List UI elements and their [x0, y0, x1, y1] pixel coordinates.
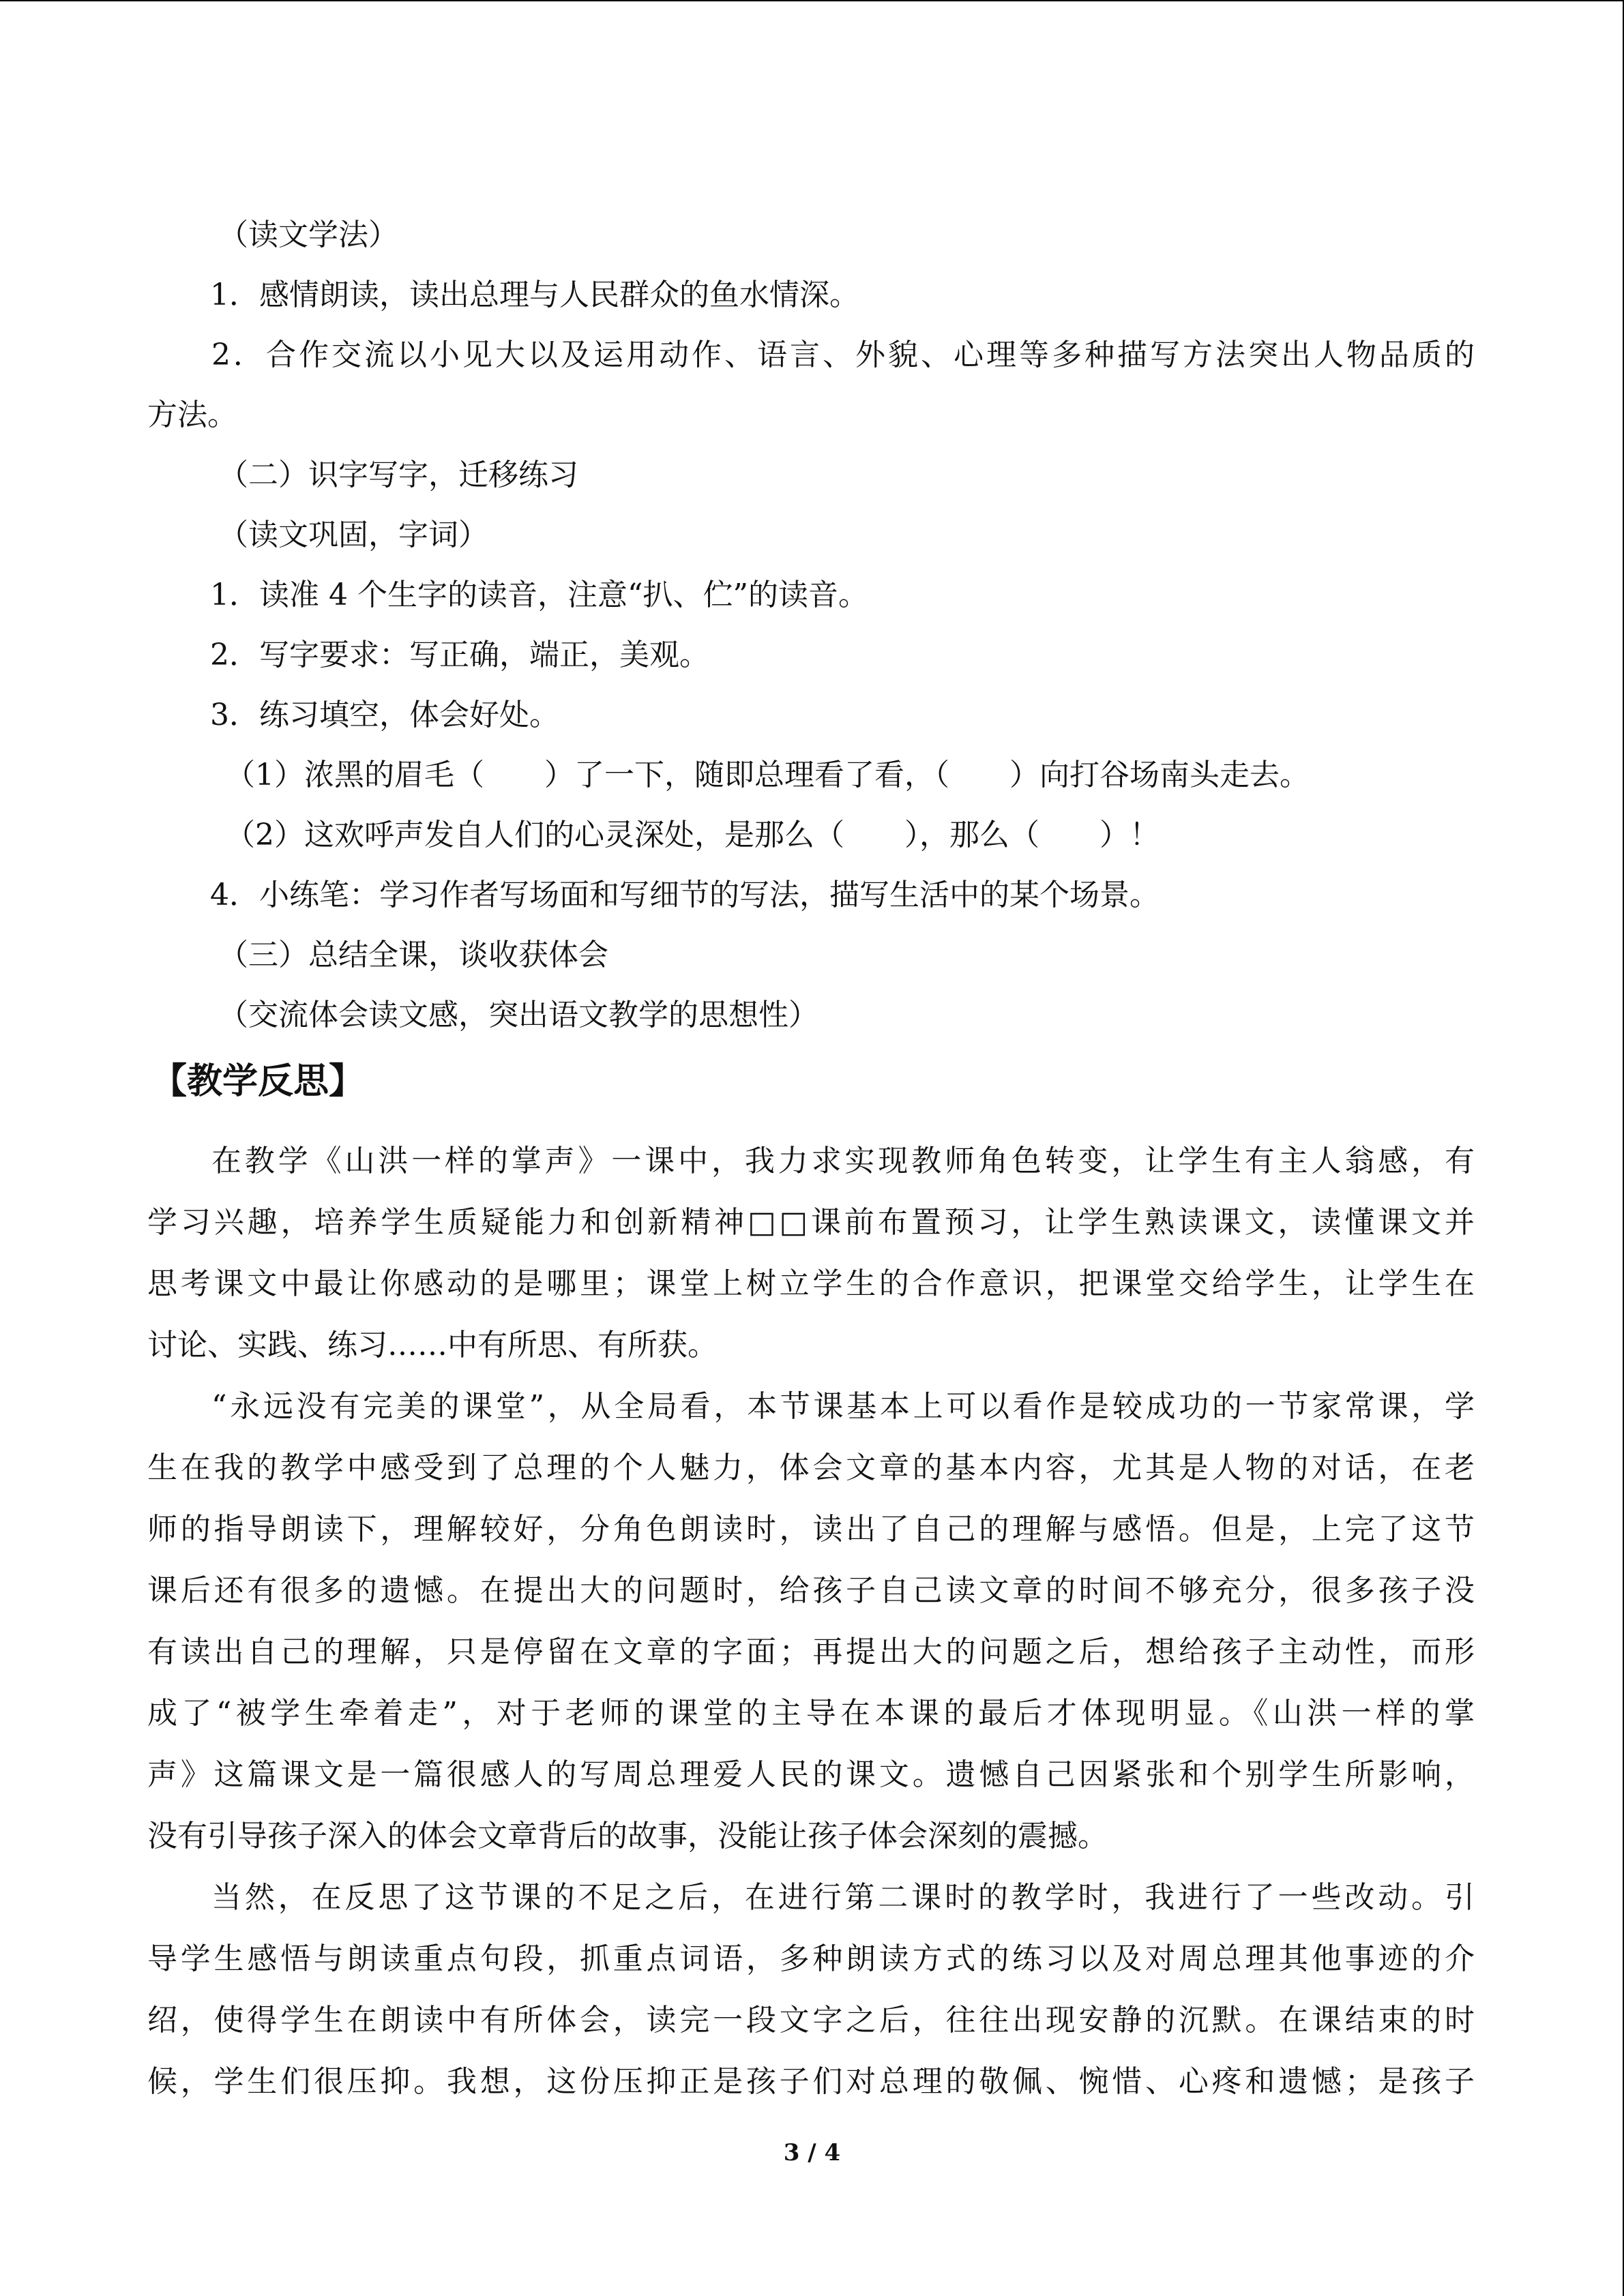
list-item: 2．合作交流以小见大以及运用动作、语言、外貌、心理等多种描写方法突出人物品质的: [211, 338, 1475, 372]
section-note: （交流体会读文感，突出语文教学的思想性）: [218, 998, 818, 1032]
list-item: 1．感情朗读，读出总理与人民群众的鱼水情深。: [210, 278, 859, 312]
list-item-continuation: 方法。: [147, 398, 237, 432]
paragraph-line: 声》这篇课文是一篇很感人的写周总理爱人民的课文。遗憾自己因紧张和个别学生所影响，: [147, 1757, 1475, 1792]
paragraph-line: 生在我的教学中感受到了总理的个人魅力，体会文章的基本内容，尤其是人物的对话，在老: [147, 1450, 1475, 1485]
paragraph-line: 导学生感悟与朗读重点句段，抓重点词语，多种朗读方式的练习以及对周总理其他事迹的介: [147, 1941, 1475, 1976]
page-number: 3 / 4: [783, 2139, 841, 2166]
paragraph-line: 候，学生们很压抑。我想，这份压抑正是孩子们对总理的敬佩、惋惜、心疼和遗憾；是孩子: [147, 2064, 1475, 2099]
section-heading: （三）总结全课，谈收获体会: [218, 938, 608, 972]
paragraph-line: 讨论、实践、练习……中有所思、有所获。: [147, 1328, 718, 1362]
paragraph-line: 课后还有很多的遗憾。在提出大的问题时，给孩子自己读文章的时间不够充分，很多孩子没: [147, 1573, 1475, 1608]
list-item: 4．小练笔：学习作者写场面和写细节的写法，描写生活中的某个场景。: [210, 878, 1160, 912]
paragraph-line: 学习兴趣，培养学生质疑能力和创新精神□□课前布置预习，让学生熟读课文，读懂课文并: [147, 1205, 1475, 1240]
paragraph-line: 思考课文中最让你感动的是哪里；课堂上树立学生的合作意识，把课堂交给学生，让学生在: [147, 1266, 1475, 1301]
teaching-reflection-heading: 【教学反思】: [151, 1061, 365, 1102]
list-item: 2．写字要求：写正确，端正，美观。: [210, 638, 709, 672]
list-item: 3．练习填空，体会好处。: [210, 698, 559, 732]
list-item: 1．读准 4 个生字的读音，注意“扒、伫”的读音。: [210, 578, 868, 612]
paragraph-line: 没有引导孩子深入的体会文章背后的故事，没能让孩子体会深刻的震撼。: [147, 1819, 1108, 1853]
paragraph-line: “永远没有完美的课堂”，从全局看，本节课基本上可以看作是较成功的一节家常课，学: [211, 1389, 1475, 1424]
section-label-consolidate: （读文巩固，字词）: [218, 518, 488, 552]
paragraph-line: 当然，在反思了这节课的不足之后，在进行第二课时的教学时，我进行了一些改动。引: [211, 1880, 1475, 1915]
exercise-item: （2）这欢呼声发自人们的心灵深处，是那么（ ），那么（ ）！: [225, 818, 1160, 852]
exercise-item: （1）浓黑的眉毛（ ）了一下，随即总理看了看，（ ）向打谷场南头走去。: [225, 758, 1310, 792]
paragraph-line: 成了“被学生牵着走”，对于老师的课堂的主导在本课的最后才体现明显。《山洪一样的掌: [147, 1696, 1475, 1731]
paragraph-line: 师的指导朗读下，理解较好，分角色朗读时，读出了自己的理解与感悟。但是，上完了这节: [147, 1512, 1475, 1547]
section-label-read-learn: （读文学法）: [218, 218, 398, 252]
paragraph-line: 有读出自己的理解，只是停留在文章的字面；再提出大的问题之后，想给孩子主动性，而形: [147, 1635, 1475, 1669]
paragraph-line: 在教学《山洪一样的掌声》一课中，我力求实现教师角色转变，让学生有主人翁感，有: [211, 1144, 1475, 1178]
paragraph-line: 绍，使得学生在朗读中有所体会，读完一段文字之后，往往出现安静的沉默。在课结束的时: [147, 2003, 1475, 2038]
section-heading: （二）识字写字，迁移练习: [218, 458, 578, 492]
